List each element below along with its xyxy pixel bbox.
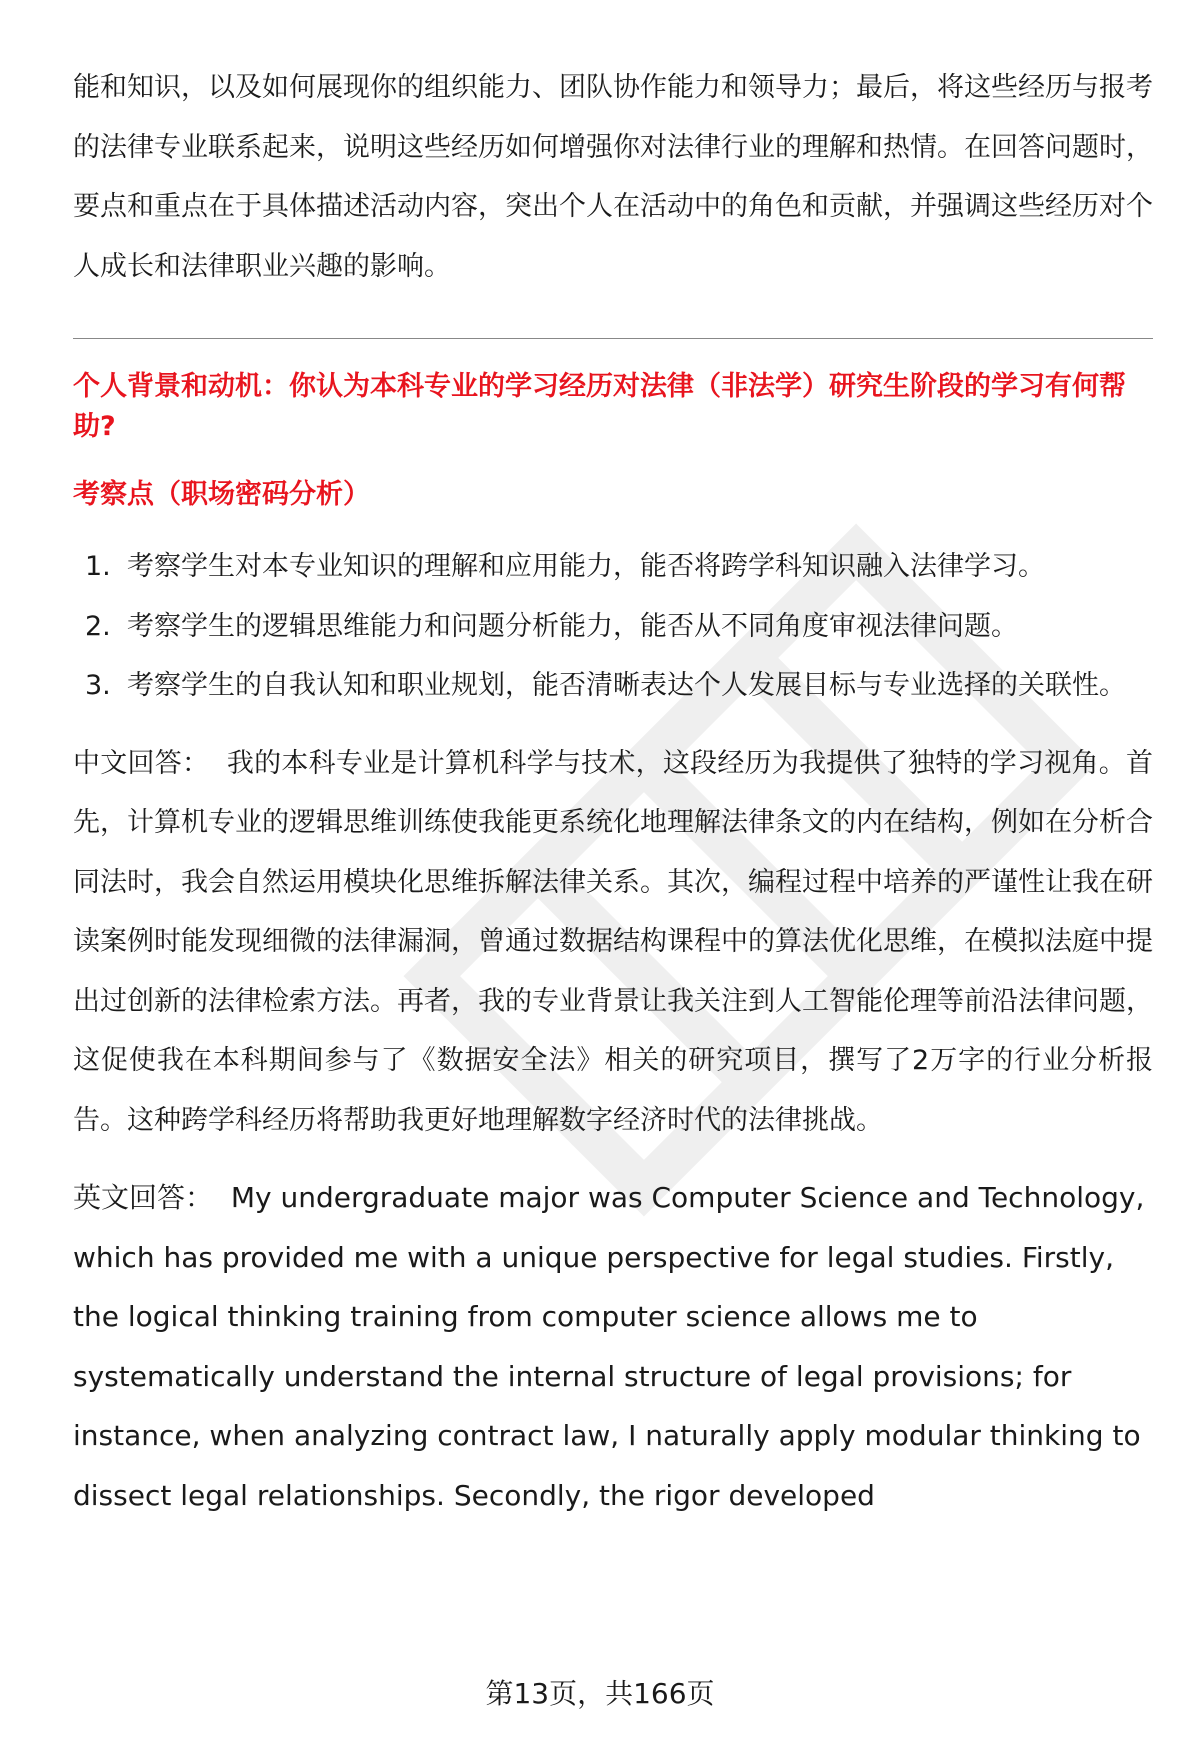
list-item [73, 656, 1153, 716]
list-item-text: 考察学生对本专业知识的理解和应用能力，能否将跨学科知识融入法律学习。 [127, 551, 1045, 582]
assessment-subheading: 考察点（职场密码分析） [73, 479, 370, 510]
section-divider [73, 338, 1153, 339]
list-item-text: 考察学生的自我认知和职业规划，能否清晰表达个人发展目标与专业选择的关联性。 [127, 670, 1126, 701]
english-answer [73, 1168, 1153, 1525]
assessment-points-list [73, 537, 1153, 716]
chinese-answer-text: 我的本科专业是计算机科学与技术，这段经历为我提供了独特的学习视角。首先，计算机专业的逻辑思维训练使我能更系统化地理解法律条文的内在结构，例如在分析合同法时，我会自然运用模块化思维拆解法律关系。其次，编程过程中培养的严谨性让我在研读案例时能发现细微的法律漏洞，曾通过数据结构课程中的算法优化思维，在模拟法庭中提出过创新的法律检索方法。再者，我的专业背景让我关注到人工智能伦理等前沿法律问题，这促使我在本科期间参与了《数据安全法》相关的研究项目，撰写了2万字的行业分析报告。这种跨学科经历将帮助我更好地理解数字经济时代的法律挑战。 [73, 747, 1154, 1136]
list-item-number: 2. [85, 610, 111, 642]
chinese-answer [73, 734, 1153, 1151]
list-item-text: 考察学生的逻辑思维能力和问题分析能力，能否从不同角度审视法律问题。 [127, 610, 1018, 642]
list-item [73, 597, 1153, 657]
english-answer-text: My undergraduate major was Computer Science and Technology, which has provided me with a unique perspective for legal studies. Firstly, the logical thinking training from computer science allows me to systematically understand the internal structure of legal provisions; for instance, when analyzing contract law, I naturally apply modular thinking to dissect legal relationships. Secondly, the rigor developed [73, 1181, 1145, 1512]
question-heading: 个人背景和动机：你认为本科专业的学习经历对法律（非法学）研究生阶段的学习有何帮助? [73, 371, 1126, 442]
intro-paragraph: 能和知识，以及如何展现你的组织能力、团队协作能力和领导力；最后，将这些经历与报考的法律专业联系起来，说明这些经历如何增强你对法律行业的理解和热情。在回答问题时，要点和重点在于具体描述活动内容，突出个人在活动中的角色和贡献，并强调这些经历对个人成长和法律职业兴趣的影响。 [73, 72, 1153, 282]
page-content [73, 58, 1153, 1525]
list-item-number: 3. [85, 670, 111, 701]
list-item [73, 537, 1153, 597]
list-item-number: 1. [85, 551, 111, 582]
english-answer-label: 英文回答： [73, 1181, 214, 1214]
chinese-answer-label: 中文回答： [73, 747, 210, 779]
page-number-footer: 第13页，共166页 [485, 1677, 715, 1710]
